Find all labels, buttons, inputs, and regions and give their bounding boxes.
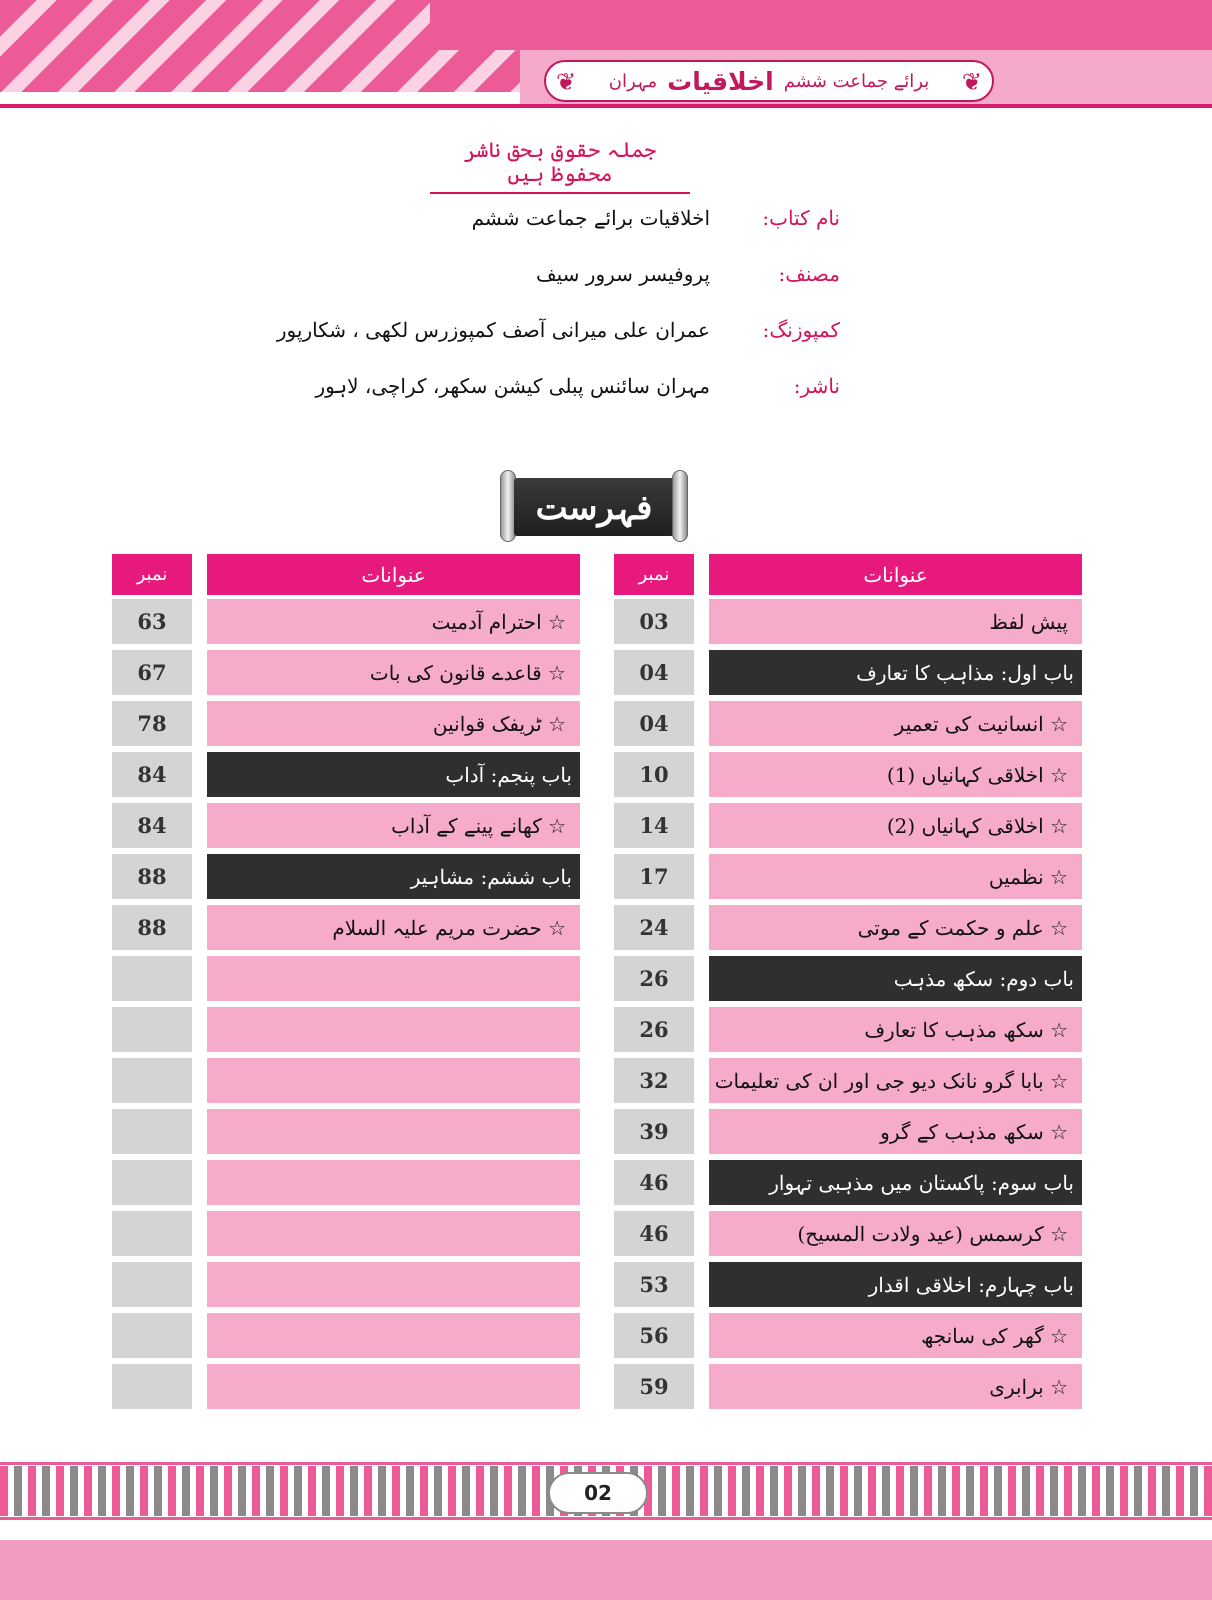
contents-heading-scroll bbox=[500, 468, 688, 546]
imprint-row-title bbox=[340, 200, 840, 256]
table-header bbox=[614, 554, 1082, 595]
lesson-title: ☆ حضرت مریم علیہ السلام bbox=[207, 905, 580, 950]
table-row bbox=[112, 1058, 580, 1103]
contents-title: فہرست bbox=[535, 487, 653, 528]
title-brand: مہران bbox=[608, 70, 658, 92]
imprint-row-publisher bbox=[315, 368, 840, 424]
row-page-number bbox=[112, 1364, 192, 1409]
table-row bbox=[614, 905, 1082, 950]
table-row bbox=[112, 905, 580, 950]
imprint-label: ناشر: bbox=[793, 374, 840, 398]
table-row bbox=[614, 1160, 1082, 1205]
imprint-value: پروفیسر سرور سیف bbox=[535, 262, 710, 286]
table-row bbox=[614, 599, 1082, 644]
header-title: عنوانات bbox=[207, 554, 580, 595]
chapter-title: باب اول: مذاہب کا تعارف bbox=[709, 650, 1082, 695]
lesson-title bbox=[207, 956, 580, 1001]
imprint-label: نام کتاب: bbox=[762, 206, 840, 230]
title-sub: برائے جماعت ششم bbox=[783, 70, 930, 92]
table-row bbox=[614, 1058, 1082, 1103]
table-row bbox=[614, 1364, 1082, 1409]
row-page-number: 04 bbox=[614, 701, 694, 746]
table-row bbox=[112, 752, 580, 797]
imprint-label: مصنف: bbox=[778, 262, 840, 286]
lesson-title: ☆ اخلاقی کہانیاں (1) bbox=[709, 752, 1082, 797]
table-row bbox=[112, 1262, 580, 1307]
chapter-title: باب دوم: سکھ مذہب bbox=[709, 956, 1082, 1001]
lesson-title: ☆ سکھ مذہب کا تعارف bbox=[709, 1007, 1082, 1052]
lesson-title: ☆ کرسمس (عید ولادت المسیح) bbox=[709, 1211, 1082, 1256]
row-page-number bbox=[112, 1007, 192, 1052]
table-row bbox=[614, 1109, 1082, 1154]
lesson-title: ☆ بابا گرو نانک دیو جی اور ان کی تعلیمات bbox=[709, 1058, 1082, 1103]
chapter-title: باب پنجم: آداب bbox=[207, 752, 580, 797]
row-page-number: 04 bbox=[614, 650, 694, 695]
imprint-row-composing bbox=[276, 312, 840, 368]
imprint-value: مہران سائنس پبلی کیشن سکھر، کراچی، لاہور bbox=[315, 374, 710, 398]
imprint-block bbox=[276, 200, 840, 424]
row-page-number: 14 bbox=[614, 803, 694, 848]
table-row bbox=[614, 803, 1082, 848]
table-row bbox=[614, 701, 1082, 746]
row-page-number: 26 bbox=[614, 1007, 694, 1052]
row-page-number: 32 bbox=[614, 1058, 694, 1103]
table-row bbox=[112, 650, 580, 695]
lesson-title bbox=[207, 1007, 580, 1052]
row-page-number: 88 bbox=[112, 854, 192, 899]
table-row bbox=[614, 752, 1082, 797]
table-row bbox=[112, 1007, 580, 1052]
table-row bbox=[614, 1313, 1082, 1358]
footer-band bbox=[0, 1540, 1212, 1600]
copyright-notice: جملہ حقوق بحق ناشر محفوظ ہیں bbox=[430, 138, 690, 194]
lesson-title: ☆ برابری bbox=[709, 1364, 1082, 1409]
row-page-number: 03 bbox=[614, 599, 694, 644]
page-header bbox=[0, 0, 1212, 112]
lesson-title bbox=[207, 1364, 580, 1409]
table-row bbox=[112, 803, 580, 848]
row-page-number: 46 bbox=[614, 1211, 694, 1256]
row-page-number bbox=[112, 1262, 192, 1307]
lesson-title: ☆ قاعدے قانون کی بات bbox=[207, 650, 580, 695]
lesson-title bbox=[207, 1262, 580, 1307]
table-row bbox=[614, 1211, 1082, 1256]
lesson-title bbox=[207, 1160, 580, 1205]
row-page-number bbox=[112, 1211, 192, 1256]
table-row bbox=[112, 1211, 580, 1256]
lesson-title bbox=[207, 1058, 580, 1103]
table-row bbox=[112, 956, 580, 1001]
table-row bbox=[614, 854, 1082, 899]
row-page-number bbox=[112, 956, 192, 1001]
lesson-title bbox=[207, 1211, 580, 1256]
header-number: نمبر bbox=[614, 554, 694, 595]
lesson-title: ☆ ٹریفک قوانین bbox=[207, 701, 580, 746]
book-title-plate bbox=[544, 60, 994, 102]
table-row bbox=[112, 1109, 580, 1154]
row-page-number bbox=[112, 1058, 192, 1103]
imprint-value: اخلاقیات برائے جماعت ششم bbox=[471, 206, 710, 230]
row-page-number: 39 bbox=[614, 1109, 694, 1154]
ornament-icon: ❦ bbox=[556, 68, 577, 96]
table-row bbox=[614, 1262, 1082, 1307]
lesson-title: ☆ کھانے پینے کے آداب bbox=[207, 803, 580, 848]
table-row bbox=[112, 1313, 580, 1358]
table-row bbox=[112, 701, 580, 746]
row-page-number: 46 bbox=[614, 1160, 694, 1205]
row-page-number: 59 bbox=[614, 1364, 694, 1409]
row-page-number: 84 bbox=[112, 803, 192, 848]
table-row bbox=[112, 1364, 580, 1409]
imprint-value: عمران علی میرانی آصف کمپوزرس لکھی ، شکارپور bbox=[276, 318, 710, 342]
lesson-title: ☆ علم و حکمت کے موتی bbox=[709, 905, 1082, 950]
footer-rule bbox=[0, 1517, 1212, 1520]
chapter-title: باب چہارم: اخلاقی اقدار bbox=[709, 1262, 1082, 1307]
table-row bbox=[112, 599, 580, 644]
row-page-number: 84 bbox=[112, 752, 192, 797]
lesson-title: ☆ انسانیت کی تعمیر bbox=[709, 701, 1082, 746]
header-rule bbox=[0, 104, 1212, 108]
imprint-row-author bbox=[340, 256, 840, 312]
table-row bbox=[112, 1160, 580, 1205]
table-row bbox=[614, 650, 1082, 695]
scroll-body bbox=[514, 478, 674, 536]
lesson-title: پیش لفظ bbox=[709, 599, 1082, 644]
table-row bbox=[614, 956, 1082, 1001]
lesson-title: ☆ گھر کی سانجھ bbox=[709, 1313, 1082, 1358]
header-number: نمبر bbox=[112, 554, 192, 595]
lesson-title bbox=[207, 1109, 580, 1154]
imprint-label: کمپوزنگ: bbox=[762, 318, 840, 342]
row-page-number bbox=[112, 1313, 192, 1358]
row-page-number bbox=[112, 1160, 192, 1205]
lesson-title: ☆ سکھ مذہب کے گرو bbox=[709, 1109, 1082, 1154]
table-row bbox=[112, 854, 580, 899]
row-page-number: 17 bbox=[614, 854, 694, 899]
scroll-roll-icon bbox=[672, 470, 688, 542]
header-band bbox=[430, 0, 1212, 50]
lesson-title: ☆ نظمیں bbox=[709, 854, 1082, 899]
row-page-number: 78 bbox=[112, 701, 192, 746]
row-page-number bbox=[112, 1109, 192, 1154]
table-header bbox=[112, 554, 580, 595]
header-title: عنوانات bbox=[709, 554, 1082, 595]
table-row bbox=[614, 1007, 1082, 1052]
row-page-number: 24 bbox=[614, 905, 694, 950]
title-main: اخلاقیات bbox=[667, 66, 774, 96]
ornament-icon: ❦ bbox=[961, 68, 982, 96]
page-number: 02 bbox=[548, 1472, 648, 1514]
row-page-number: 56 bbox=[614, 1313, 694, 1358]
lesson-title bbox=[207, 1313, 580, 1358]
lesson-title: ☆ اخلاقی کہانیاں (2) bbox=[709, 803, 1082, 848]
chapter-title: باب سوم: پاکستان میں مذہبی تہوار bbox=[709, 1160, 1082, 1205]
contents-table-left bbox=[112, 554, 580, 1415]
lesson-title: ☆ احترام آدمیت bbox=[207, 599, 580, 644]
row-page-number: 53 bbox=[614, 1262, 694, 1307]
row-page-number: 26 bbox=[614, 956, 694, 1001]
row-page-number: 67 bbox=[112, 650, 192, 695]
row-page-number: 10 bbox=[614, 752, 694, 797]
row-page-number: 88 bbox=[112, 905, 192, 950]
footer-rule bbox=[0, 1462, 1212, 1465]
row-page-number: 63 bbox=[112, 599, 192, 644]
contents-table-right bbox=[614, 554, 1082, 1415]
chapter-title: باب ششم: مشاہیر bbox=[207, 854, 580, 899]
